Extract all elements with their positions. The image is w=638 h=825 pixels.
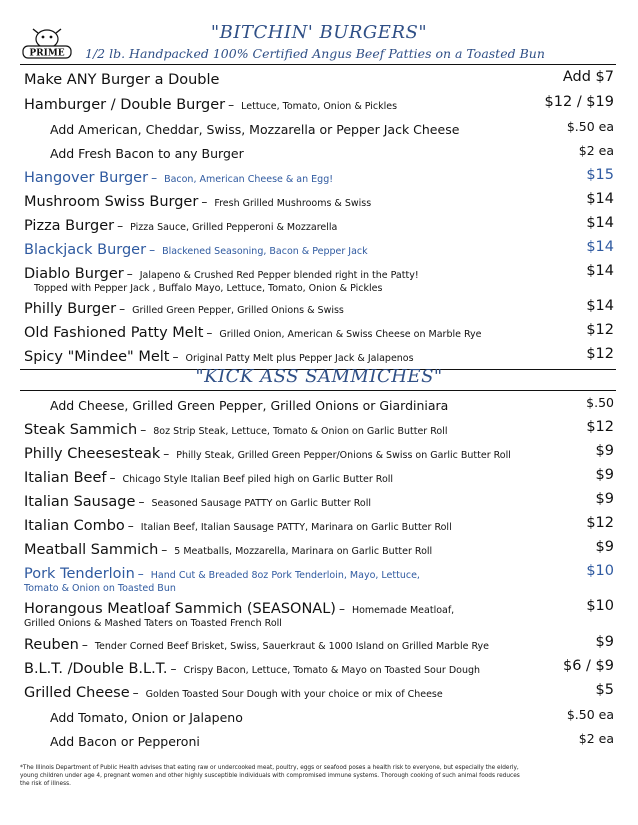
item-price: $9 [595,491,614,507]
menu-item: Pork Tenderloin – Hand Cut & Breaded 8oz Pork Tenderloin, Mayo, Lettuce, Tomato & Onion on Toasted Bun $10 [24,563,614,594]
health-disclaimer: *The Illinois Department of Public Health advises that eating raw or undercooked meat, poultry, eggs or seafood poses a health risk to everyone, but especially the elderly, young children under age 4, pregnant women and other highly susceptible individuals with compromised immune systems. Thorough cooking of such animal foods reduces the risk of illness. [20,765,520,787]
svg-text:PRIME: PRIME [29,48,65,59]
menu-item: Philly Cheesesteak – Philly Steak, Grilled Green Pepper/Onions & Swiss on Garlic Butter Roll $9 [24,443,614,462]
item-price: Add $7 [562,69,614,85]
item-price: $9 [595,467,614,483]
menu-item: B.L.T. /Double B.L.T. – Crispy Bacon, Lettuce, Tomato & Mayo on Toasted Sour Dough $6 / $9 [24,658,614,677]
menu-item: Italian Sausage – Seasoned Sausage PATTY on Garlic Butter Roll $9 [24,491,614,510]
item-price: $10 [586,598,614,614]
menu-item: Hangover Burger – Bacon, American Cheese & an Egg! $15 [24,167,614,186]
menu-item: Spicy "Mindee" Melt – Original Patty Melt plus Pepper Jack & Jalapenos $12 [24,346,614,365]
menu-item: Horangous Meatloaf Sammich (SEASONAL) – Homemade Meatloaf, Grilled Onions & Mashed Taters on Toasted French Roll $10 [24,598,614,629]
item-price: $15 [586,167,614,183]
item-price: $.50 ea [566,707,614,722]
menu-item: Italian Combo – Italian Beef, Italian Sausage PATTY, Marinara on Garlic Butter Roll $12 [24,515,614,534]
menu-item: Steak Sammich – 8oz Strip Steak, Lettuce, Tomato & Onion on Garlic Butter Roll $12 [24,419,614,438]
item-price: $.50 [586,395,614,410]
item-price: $12 [586,419,614,435]
menu-addon: Add Cheese, Grilled Green Pepper, Grilled Onions or Giardiniara $.50 [50,395,614,413]
divider [20,64,616,65]
item-price: $.50 ea [566,119,614,134]
item-price: $12 [586,515,614,531]
item-price: $14 [586,239,614,255]
item-price: $9 [595,539,614,555]
menu-item: Hamburger / Double Burger – Lettuce, Tomato, Onion & Pickles $12 / $19 [24,94,614,113]
item-price: $12 [586,346,614,362]
menu-addon: Add Bacon or Pepperoni $2 ea [50,731,614,749]
item-price: $9 [595,443,614,459]
item-price: $2 ea [578,731,614,746]
menu-item: Italian Beef – Chicago Style Italian Beef piled high on Garlic Butter Roll $9 [24,467,614,486]
item-price: $14 [586,263,614,279]
item-price: $14 [586,191,614,207]
menu-item: Diablo Burger – Jalapeno & Crushed Red Pepper blended right in the Patty! Topped with Pepper Jack , Buffalo Mayo, Lettuce, Tomato, Onion & Pickles $14 [24,263,614,294]
burgers-subtitle: 1/2 lb. Handpacked 100% Certified Angus Beef Patties on a Toasted Bun [85,46,545,61]
burgers-section-title: "BITCHIN' BURGERS" [210,22,428,43]
menu-item: Reuben – Tender Corned Beef Brisket, Swiss, Sauerkraut & 1000 Island on Grilled Marble Rye $9 [24,634,614,653]
divider [20,390,616,391]
menu-item: Blackjack Burger – Blackened Seasoning, Bacon & Pepper Jack $14 [24,239,614,258]
menu-addon: Add Tomato, Onion or Jalapeno $.50 ea [50,707,614,725]
sammiches-section-title: "KICK ASS SAMMICHES" [195,366,443,387]
item-price: $6 / $9 [562,658,614,674]
item-price: $9 [595,634,614,650]
item-price: $12 / $19 [544,94,614,110]
menu-item: Old Fashioned Patty Melt – Grilled Onion, American & Swiss Cheese on Marble Rye $12 [24,322,614,341]
menu-item: Philly Burger – Grilled Green Pepper, Grilled Onions & Swiss $14 [24,298,614,317]
item-price: $5 [595,682,614,698]
menu-item: Meatball Sammich – 5 Meatballs, Mozzarella, Marinara on Garlic Butter Roll $9 [24,539,614,558]
menu-item: Pizza Burger – Pizza Sauce, Grilled Pepperoni & Mozzarella $14 [24,215,614,234]
item-price: $2 ea [578,143,614,158]
item-price: $14 [586,298,614,314]
item-price: $14 [586,215,614,231]
menu-item: Grilled Cheese – Golden Toasted Sour Dough with your choice or mix of Cheese $5 [24,682,614,701]
menu-addon: Add Fresh Bacon to any Burger $2 ea [50,143,614,161]
item-price: $10 [586,563,614,579]
item-price: $12 [586,322,614,338]
menu-item: Make ANY Burger a Double Add $7 [24,69,614,88]
menu-addon: Add American, Cheddar, Swiss, Mozzarella or Pepper Jack Cheese $.50 ea [50,119,614,137]
menu-item: Mushroom Swiss Burger – Fresh Grilled Mushrooms & Swiss $14 [24,191,614,210]
